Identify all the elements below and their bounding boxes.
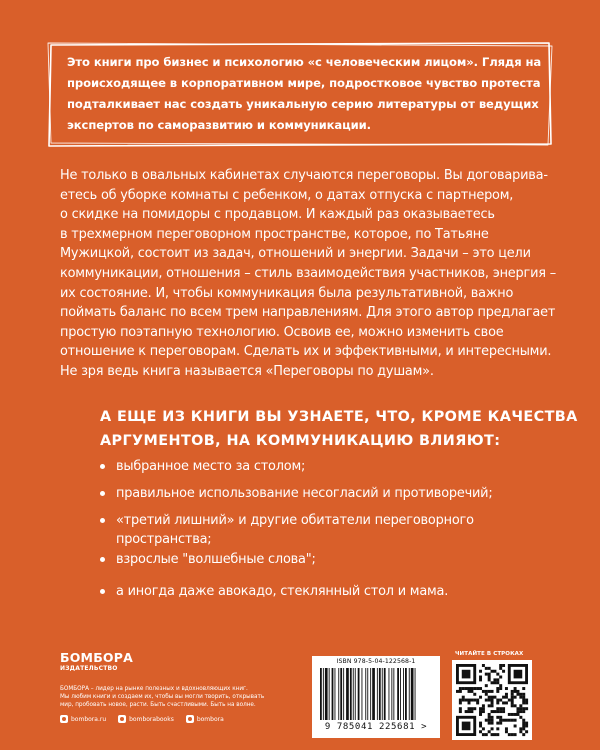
- learn-heading: [100, 405, 578, 453]
- bullet-dot: [100, 464, 105, 469]
- description-line: поймать баланс по всем трем направлениям. Для этого автор предлагает: [60, 305, 556, 321]
- social-instagram[interactable]: [60, 715, 106, 723]
- bullet-item: [100, 582, 560, 601]
- bullet-item: [100, 550, 560, 569]
- bullet-item: [100, 457, 560, 476]
- bullet-text: выбранное место за столом;: [116, 459, 306, 474]
- intro-line: подталкивает нас создать уникальную серию литературы от ведущих: [67, 97, 539, 111]
- intro-frame: [45, 40, 555, 148]
- barcode-bars: [318, 668, 434, 722]
- publisher-logo: БОМБОРА: [60, 650, 133, 665]
- publisher-about-line: мир, пробовать новое, расти. Быть счастливыми. Быть на волне.: [60, 701, 256, 708]
- bullet-item: [100, 511, 560, 549]
- social-label: bomborabooks: [129, 715, 174, 723]
- publisher-about-line: Мы любим книги и создаем их, чтобы вы могли творить, открывать: [60, 693, 265, 700]
- description-line: о скидке на помидоры с продавцом. И каждый раз оказываетесь: [60, 207, 495, 223]
- publisher-socials: [60, 714, 236, 724]
- bullet-text: взрослые "волшебные слова";: [116, 552, 316, 567]
- instagram-icon: [60, 715, 68, 723]
- bullet-text: а иногда даже авокадо, стеклянный стол и мама.: [116, 584, 449, 599]
- qr-code[interactable]: [452, 660, 532, 740]
- bullet-text: «третий лишний» и другие обитатели переговорного: [116, 513, 474, 528]
- bullet-text: пространства;: [116, 532, 212, 547]
- isbn-text: ISBN 978-5-04-122568-1: [336, 658, 416, 665]
- qr-code-image: [452, 660, 532, 740]
- intro-line: экспертов по саморазвитию и коммуникации.: [67, 118, 371, 132]
- bullet-dot: [100, 518, 105, 523]
- description-line: Не зря ведь книга называется «Переговоры по душам».: [60, 363, 434, 379]
- description-line: Мужицкой, состоит из задач, отношений и энергии. Задачи – это цели: [60, 246, 531, 262]
- telegram-icon: [186, 715, 194, 723]
- publisher-logo-subtitle: ИЗДАТЕЛЬСТВО: [60, 665, 118, 672]
- bullet-dot: [100, 491, 105, 496]
- social-vk[interactable]: [118, 715, 174, 723]
- description-line: в трехмерном переговорном пространстве, которое, по Татьяне: [60, 226, 489, 242]
- barcode-panel: [312, 656, 440, 738]
- intro-line: Это книги про бизнес и психологию «с человеческим лицом». Глядя на: [67, 55, 542, 69]
- description-line: их состояние. И, чтобы коммуникация была результативной, важно: [60, 285, 514, 301]
- description-line: Не только в овальных кабинетах случаются переговоры. Вы договарива-: [60, 168, 548, 183]
- learn-heading-line: АРГУМЕНТОВ, НА КОММУНИКАЦИЮ ВЛИЯЮТ:: [100, 433, 501, 449]
- description-line: коммуникации, отношения – стиль взаимодействия участников, энергия –: [60, 265, 556, 281]
- description-line: етесь об уборке комнаты с ребенком, о датах отпуска с партнером,: [60, 187, 514, 203]
- description-line: простую поэтапную технологию. Освоив ее, можно изменить свое: [60, 324, 504, 340]
- intro-line: происходящее в корпоративном мире, подростковое чувство протеста: [67, 76, 541, 90]
- bullet-item: [100, 484, 560, 503]
- social-telegram[interactable]: [186, 715, 224, 723]
- publisher-about-line: БОМБОРА – лидер на рынке полезных и вдохновляющих книг.: [60, 686, 248, 692]
- bullet-dot: [100, 589, 105, 594]
- publisher-about: [60, 686, 300, 709]
- social-label: bombora: [196, 715, 224, 723]
- bullet-text: правильное использование несогласий и противоречий;: [116, 486, 493, 501]
- book-description: [60, 166, 560, 382]
- ean-number: 9 785041 225681 >: [324, 722, 428, 732]
- social-label: bombora.ru: [71, 715, 107, 723]
- bullet-dot: [100, 557, 105, 562]
- qr-label: ЧИТАЙТЕ В СТРОКАХ: [455, 651, 524, 657]
- description-line: отношение к переговорам. Сделать их и эффективными, и интересными.: [60, 344, 552, 360]
- learn-heading-line: А ЕЩЕ ИЗ КНИГИ ВЫ УЗНАЕТЕ, ЧТО, КРОМЕ КАЧЕСТВА: [100, 409, 578, 425]
- vk-icon: [118, 715, 126, 723]
- intro-text: [67, 52, 542, 136]
